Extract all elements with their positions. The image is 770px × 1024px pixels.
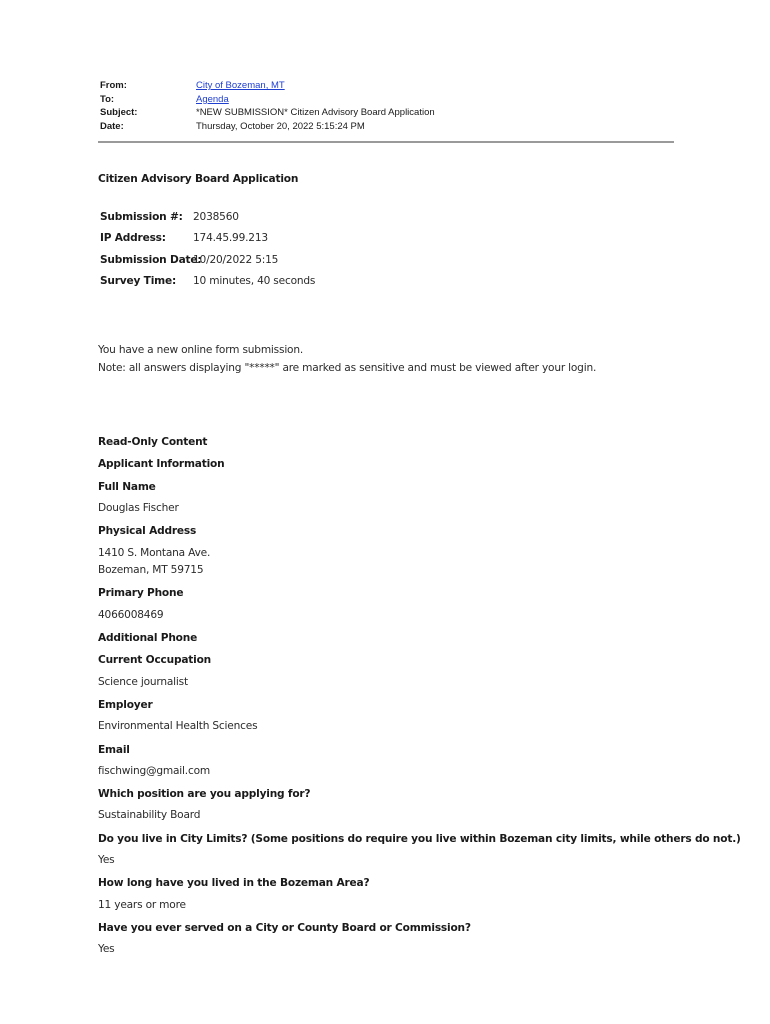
meta-value: 2038560 [193,211,239,223]
date-row [100,120,674,134]
submission-notice [98,342,718,377]
field-question: Primary Phone [98,587,184,600]
meta-value: 10 minutes, 40 seconds [193,274,316,287]
field-question: Full Name [98,480,156,493]
from-link[interactable]: City of Bozeman, MT [196,80,285,91]
meta-row [100,228,718,249]
form-title: Citizen Advisory Board Application [98,173,299,185]
from-row [100,79,674,93]
field-question: Current Occupation [98,654,211,667]
meta-label: Survey Time: [100,274,176,287]
field-answer: 11 years or more [98,898,186,911]
field-question: Physical Address [98,525,197,538]
field-answer: 1410 S. Montana Ave. Bozeman, MT 59715 [98,546,211,577]
email-header [100,79,674,133]
form-fields [98,431,741,961]
notice-line: Note: all answers displaying "*****" are marked as sensitive and must be viewed after your login. [98,361,597,374]
field-answer: Sustainability Board [98,809,201,822]
field-answer: Science journalist [98,675,188,688]
meta-value: 10/20/2022 5:15 [193,253,279,266]
field-question: Do you live in City Limits? (Some positions do require you live within Bozeman city limits, while others do not.) [98,832,741,845]
field-question: How long have you lived in the Bozeman Area? [98,877,370,890]
to-row [100,93,674,107]
submission-meta [100,207,718,292]
subject-label: Subject: [100,107,138,119]
field-question: Email [98,743,130,756]
subject-value: *NEW SUBMISSION* Citizen Advisory Board Application [196,107,435,119]
form-body [98,170,741,962]
field-answer: Environmental Health Sciences [98,720,258,733]
to-label: To: [100,93,115,105]
date-label: Date: [100,120,124,132]
notice-line: You have a new online form submission. [98,344,304,357]
from-label: From: [100,80,127,91]
meta-label: Submission Date: [100,253,202,266]
meta-label: IP Address: [100,232,166,245]
field-answer: Yes [98,854,115,867]
meta-row [100,271,718,292]
field-question: Have you ever served on a City or County Board or Commission? [98,921,471,934]
field-question: Employer [98,698,153,711]
field-answer: Yes [98,943,115,956]
field-answer: Douglas Fischer [98,502,179,515]
field-answer: fischwing@gmail.com [98,764,210,777]
section-heading: Read-Only Content [98,436,208,449]
subject-row [100,106,674,120]
meta-row [100,207,718,228]
section-heading: Applicant Information [98,458,225,471]
field-question: Which position are you applying for? [98,788,311,801]
meta-row [100,250,718,271]
meta-value: 174.45.99.213 [193,232,268,245]
header-divider [98,141,674,143]
date-value: Thursday, October 20, 2022 5:15:24 PM [196,120,365,132]
field-answer: 4066008469 [98,608,164,621]
field-question: Additional Phone [98,632,198,645]
to-link[interactable]: Agenda [196,93,229,105]
meta-label: Submission #: [100,211,183,223]
